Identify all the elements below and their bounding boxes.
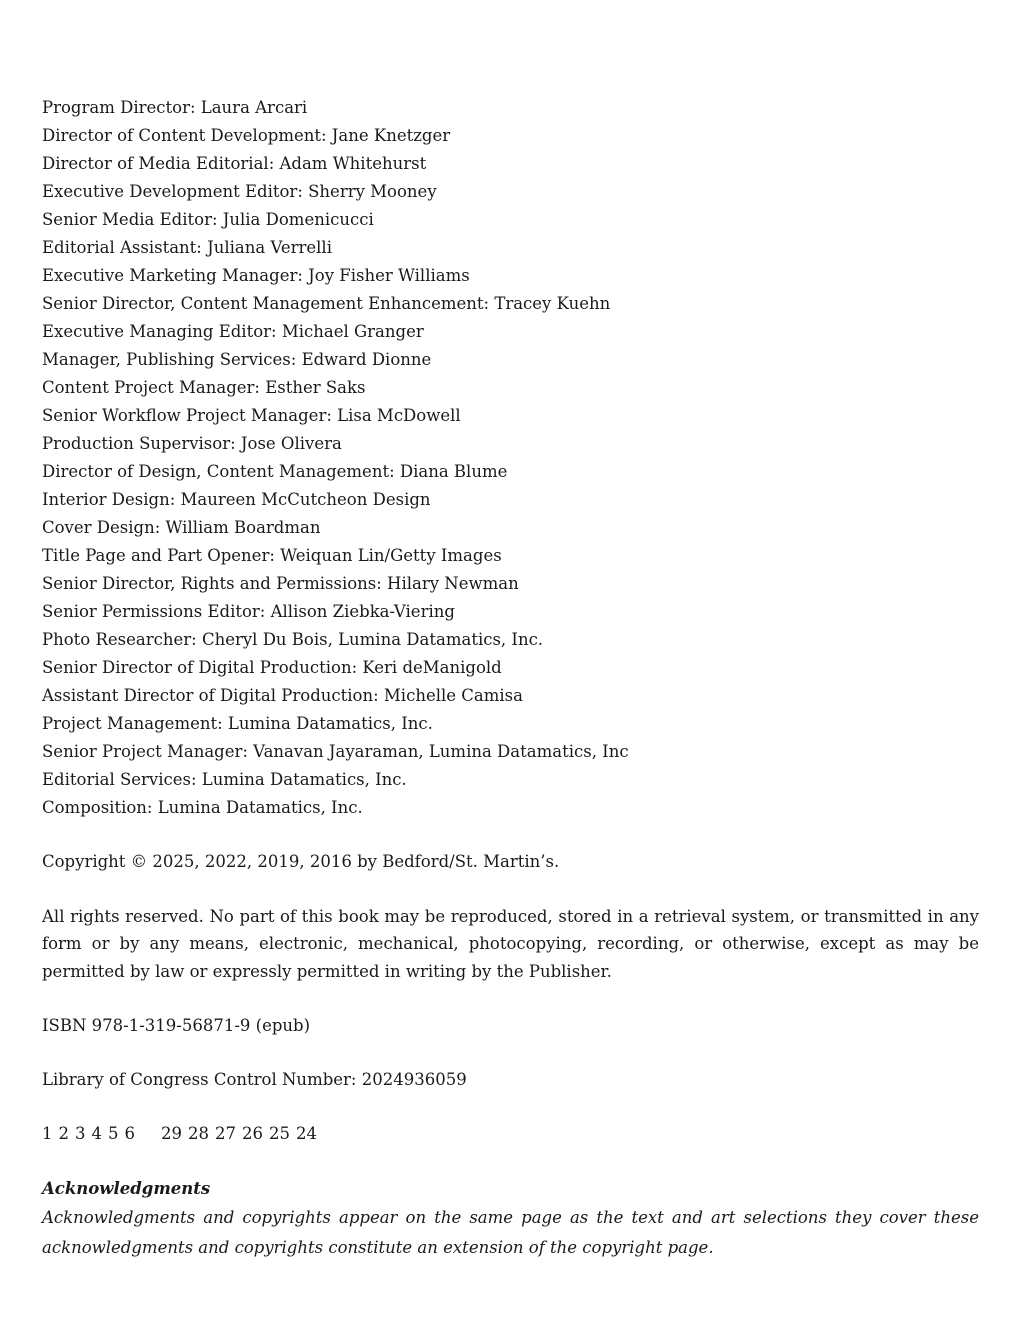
credit-line: Cover Design: William Boardman (42, 518, 321, 537)
credit-line: Manager, Publishing Services: Edward Dionne (42, 350, 432, 369)
printing-year: 27 (215, 1124, 236, 1143)
credit-line: Photo Researcher: Cheryl Du Bois, Lumina Datamatics, Inc. (42, 630, 544, 649)
printing-number: 3 (75, 1124, 86, 1143)
credit-line: Senior Workflow Project Manager: Lisa McDowell (42, 406, 461, 425)
printing-year: 28 (188, 1124, 209, 1143)
printing-year: 26 (242, 1124, 263, 1143)
printing-number: 5 (108, 1124, 119, 1143)
credit-line: Program Director: Laura Arcari (42, 98, 308, 117)
credit-line: Executive Development Editor: Sherry Mooney (42, 182, 437, 201)
credit-line: Senior Director of Digital Production: Keri deManigold (42, 658, 502, 677)
credit-line: Director of Design, Content Management: Diana Blume (42, 462, 508, 481)
printing-number: 4 (91, 1124, 102, 1143)
credit-line: Executive Managing Editor: Michael Granger (42, 322, 424, 341)
printing-line (42, 1120, 979, 1148)
credit-line: Editorial Assistant: Juliana Verrelli (42, 238, 332, 257)
copyright-page (42, 94, 979, 1263)
credit-line: Executive Marketing Manager: Joy Fisher Williams (42, 266, 470, 285)
credit-line: Senior Project Manager: Vanavan Jayaraman, Lumina Datamatics, Inc (42, 742, 629, 761)
copyright-notice: Copyright © 2025, 2022, 2019, 2016 by Bedford/St. Martin’s. (42, 852, 560, 871)
lccn: Library of Congress Control Number: 2024936059 (42, 1069, 467, 1089)
credit-line: Editorial Services: Lumina Datamatics, Inc. (42, 770, 407, 789)
printing-year: 29 (161, 1124, 182, 1143)
credit-line: Senior Media Editor: Julia Domenicucci (42, 210, 374, 229)
credit-line: Production Supervisor: Jose Olivera (42, 434, 342, 453)
credit-line: Interior Design: Maureen McCutcheon Design (42, 490, 431, 509)
credit-line: Senior Director, Content Management Enhancement: Tracey Kuehn (42, 294, 611, 313)
acknowledgments-heading: Acknowledgments (42, 1178, 211, 1198)
credits-list (42, 94, 979, 822)
acknowledgments-text: Acknowledgments and copyrights appear on the same page as the text and art selections they cover these acknowledgments and copyrights constitute an extension of the copyright page. (42, 1207, 979, 1257)
credit-line: Senior Director, Rights and Permissions: Hilary Newman (42, 574, 519, 593)
credit-line: Director of Media Editorial: Adam Whitehurst (42, 154, 427, 173)
credit-line: Assistant Director of Digital Production: Michelle Camisa (42, 686, 523, 705)
rights-statement: All rights reserved. No part of this book may be reproduced, stored in a retrieval system, or transmitted in any form or by any means, electronic, mechanical, photocopying, recording, or otherwise, except as may be permitted by law or expressly permitted in writing by the Publisher. (42, 906, 979, 981)
credit-line: Project Management: Lumina Datamatics, Inc. (42, 714, 433, 733)
printing-year: 25 (269, 1124, 290, 1143)
printing-number: 1 (42, 1124, 53, 1143)
credit-line: Title Page and Part Opener: Weiquan Lin/Getty Images (42, 546, 502, 565)
isbn: ISBN 978-1-319-56871-9 (epub) (42, 1016, 311, 1035)
credit-line: Content Project Manager: Esther Saks (42, 378, 366, 397)
printing-year: 24 (296, 1124, 317, 1143)
credit-line: Composition: Lumina Datamatics, Inc. (42, 798, 363, 817)
credit-line: Director of Content Development: Jane Knetzger (42, 126, 451, 145)
credit-line: Senior Permissions Editor: Allison Ziebka-Viering (42, 602, 455, 621)
printing-number: 6 (124, 1124, 135, 1143)
printing-number: 2 (58, 1124, 69, 1143)
